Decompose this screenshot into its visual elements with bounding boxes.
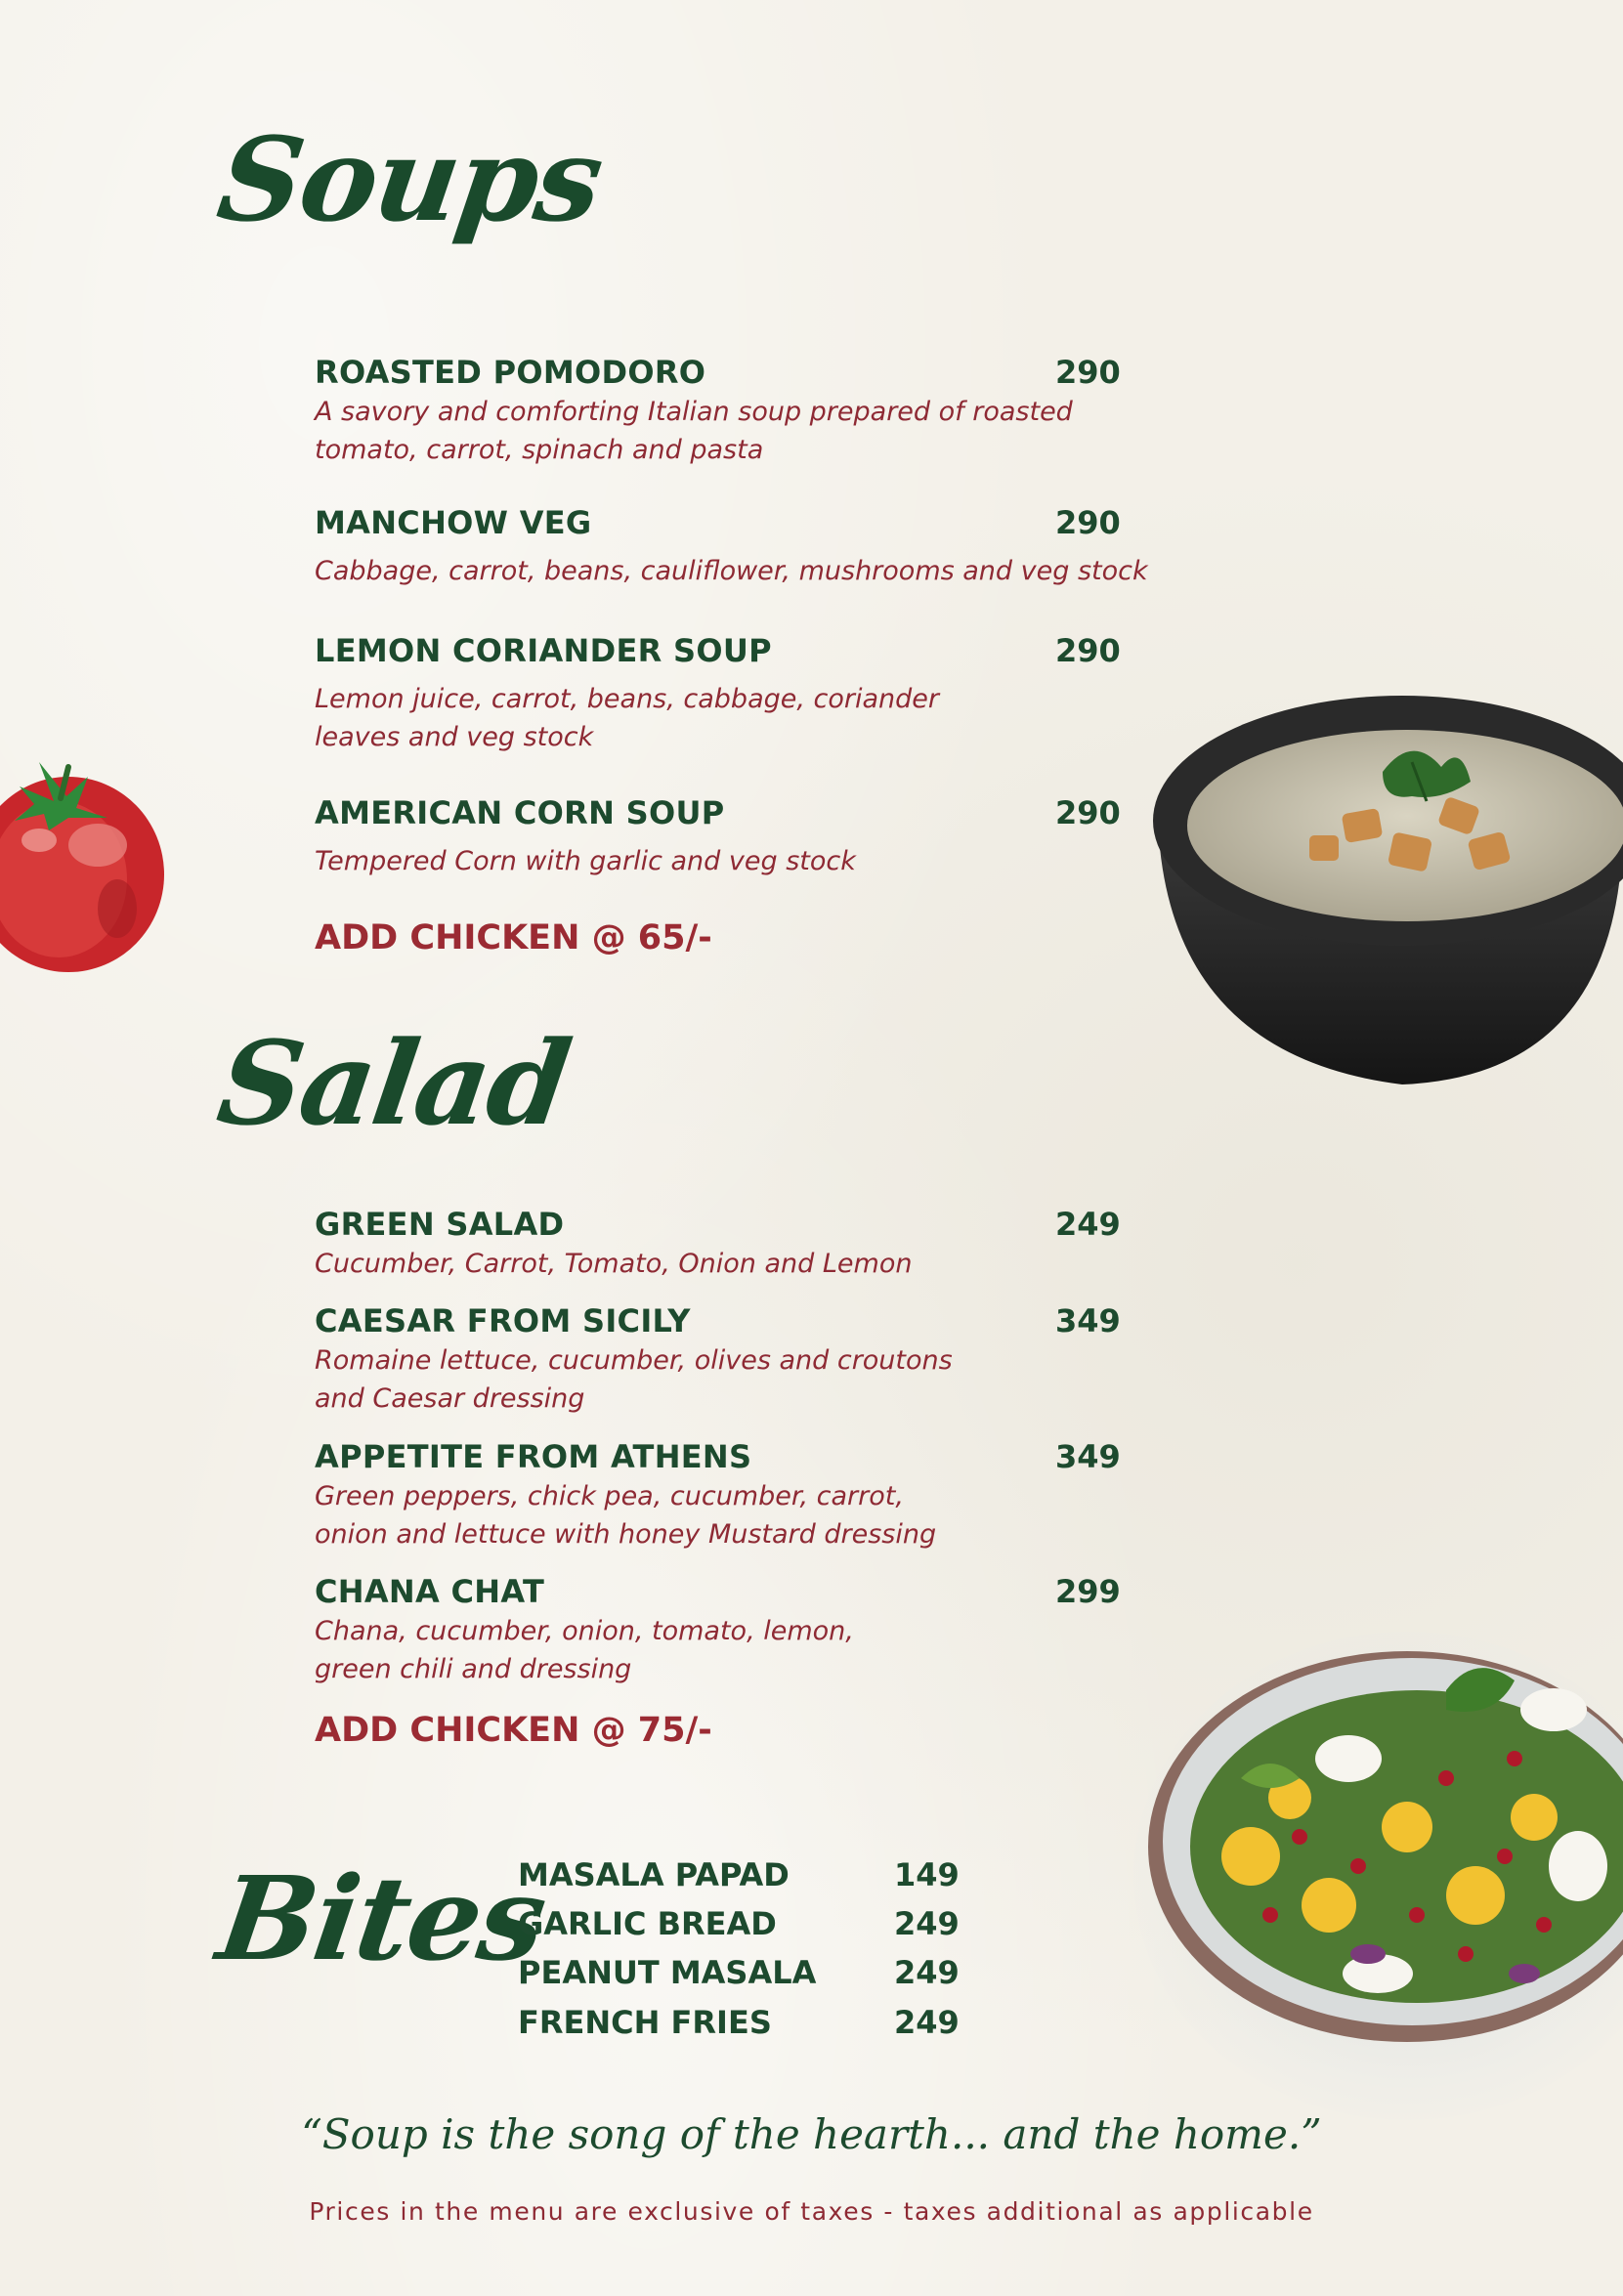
- menu-item-description: Cabbage, carrot, beans, cauliflower, mushrooms and veg stock: [315, 556, 1148, 586]
- quote: “Soup is the song of the hearth... and the home.”: [301, 2110, 1322, 2158]
- menu-item-price: 299: [1055, 1573, 1121, 1610]
- menu-item-description: Cucumber, Carrot, Tomato, Onion and Lemon: [315, 1249, 913, 1279]
- menu-item-name: APPETITE FROM ATHENS: [315, 1438, 752, 1475]
- menu-item-description: A savory and comforting Italian soup prepared of roasted: [315, 397, 1073, 427]
- menu-item-name: ROASTED POMODORO: [315, 354, 706, 391]
- menu-item-price: 290: [1055, 632, 1121, 669]
- menu-item-price: 290: [1055, 354, 1121, 391]
- menu-item-name: GARLIC BREAD: [518, 1905, 777, 1942]
- menu-item-price: 249: [1055, 1206, 1121, 1243]
- menu-item-price: 149: [894, 1856, 960, 1893]
- menu-item-name: MANCHOW VEG: [315, 504, 592, 541]
- menu-item-description: onion and lettuce with honey Mustard dressing: [315, 1519, 937, 1550]
- menu-item-description: and Caesar dressing: [315, 1383, 585, 1414]
- menu-item-price: 349: [1055, 1438, 1121, 1475]
- menu-item-name: PEANUT MASALA: [518, 1954, 817, 1991]
- soups-title: Soups: [210, 111, 610, 247]
- menu-item-price: 349: [1055, 1302, 1121, 1339]
- menu-item-name: FRENCH FRIES: [518, 2004, 772, 2041]
- menu-item-description: tomato, carrot, spinach and pasta: [315, 435, 764, 465]
- menu-item-description: Green peppers, chick pea, cucumber, carrot,: [315, 1481, 904, 1511]
- menu-item-name: LEMON CORIANDER SOUP: [315, 632, 772, 669]
- menu-item-price: 249: [894, 1905, 960, 1942]
- menu-item-name: CAESAR FROM SICILY: [315, 1302, 691, 1339]
- tax-note: Prices in the menu are exclusive of taxes - taxes additional as applicable: [309, 2197, 1314, 2226]
- tomato-illustration: [0, 728, 171, 987]
- menu-item-description: leaves and veg stock: [315, 722, 594, 752]
- menu-item-name: AMERICAN CORN SOUP: [315, 794, 725, 831]
- menu-item-name: GREEN SALAD: [315, 1206, 565, 1243]
- menu-item-description: Chana, cucumber, onion, tomato, lemon,: [315, 1616, 854, 1646]
- menu-item-price: 290: [1055, 504, 1121, 541]
- menu-item-description: Lemon juice, carrot, beans, cabbage, coriander: [315, 684, 940, 714]
- add-chicken-note: ADD CHICKEN @ 65/-: [315, 918, 712, 957]
- bites-title: Bites: [210, 1850, 553, 1986]
- menu-item-description: Tempered Corn with garlic and veg stock: [315, 846, 856, 876]
- menu-item-price: 290: [1055, 794, 1121, 831]
- menu-item-name: MASALA PAPAD: [518, 1856, 790, 1893]
- soup-bowl-photo: [1148, 674, 1623, 1094]
- salad-bowl-photo: [1124, 1602, 1623, 2120]
- menu-item-description: green chili and dressing: [315, 1654, 632, 1684]
- menu-item-price: 249: [894, 2004, 960, 2041]
- add-chicken-note: ADD CHICKEN @ 75/-: [315, 1711, 712, 1750]
- menu-item-name: CHANA CHAT: [315, 1573, 545, 1610]
- menu-item-price: 249: [894, 1954, 960, 1991]
- salad-title: Salad: [210, 1015, 577, 1151]
- menu-item-description: Romaine lettuce, cucumber, olives and croutons: [315, 1345, 953, 1376]
